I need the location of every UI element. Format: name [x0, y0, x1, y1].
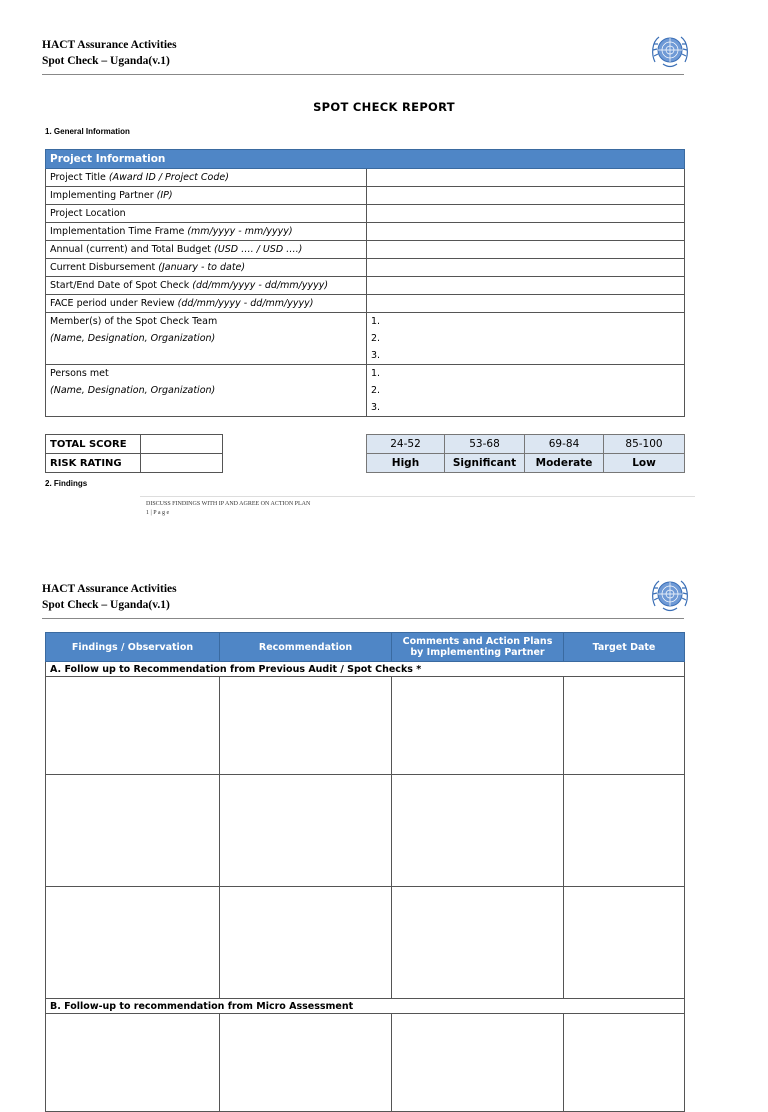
range-low: 85-100: [604, 435, 685, 454]
range-moderate: 69-84: [525, 435, 604, 454]
project-information-heading: Project Information: [46, 150, 685, 169]
page-number: 1 | P a g e: [146, 510, 170, 516]
target-date-cell[interactable]: [564, 887, 685, 999]
page-header: [42, 38, 684, 75]
table-row-persons: [46, 365, 685, 417]
table-row: [46, 259, 685, 277]
level-low: Low: [604, 454, 685, 473]
header-line-2: Spot Check – Uganda(v.1): [42, 599, 170, 611]
recommendation-cell[interactable]: [220, 677, 392, 775]
report-page-1: [0, 0, 768, 540]
table-row: [46, 277, 685, 295]
risk-rating-value[interactable]: [141, 454, 223, 473]
row-value-cell[interactable]: [367, 223, 685, 241]
level-significant: Significant: [445, 454, 525, 473]
row-label: Implementing Partner (IP): [46, 187, 367, 205]
recommendation-cell[interactable]: [220, 775, 392, 887]
row-label: Implementation Time Frame (mm/yyyy - mm/yyyy): [46, 223, 367, 241]
row-value-cell[interactable]: [367, 259, 685, 277]
level-moderate: Moderate: [525, 454, 604, 473]
header-line-1: HACT Assurance Activities: [42, 583, 177, 595]
row-value-cell[interactable]: [367, 277, 685, 295]
row-value-cell[interactable]: [367, 187, 685, 205]
table-row: [46, 169, 685, 187]
table-row: [46, 775, 685, 887]
section-findings: 2. Findings: [45, 479, 88, 488]
table-row: [46, 677, 685, 775]
row-value-cell[interactable]: [367, 169, 685, 187]
target-date-cell[interactable]: [564, 775, 685, 887]
table-row: [46, 295, 685, 313]
row-label: Current Disbursement (January - to date): [46, 259, 367, 277]
column-comments: Comments and Action Plans by Implementing Partner: [392, 633, 564, 662]
comments-cell[interactable]: [392, 677, 564, 775]
header-line-1: HACT Assurance Activities: [42, 39, 177, 51]
section-b-heading: B. Follow-up to recommendation from Micro Assessment: [46, 999, 685, 1014]
findings-cell[interactable]: [46, 1014, 220, 1112]
page-header: [42, 582, 684, 619]
table-row: [46, 241, 685, 259]
column-findings: Findings / Observation: [46, 633, 220, 662]
comments-cell[interactable]: [392, 887, 564, 999]
column-recommendation: Recommendation: [220, 633, 392, 662]
row-label: Project Location: [46, 205, 367, 223]
recommendation-cell[interactable]: [220, 1014, 392, 1112]
table-row: [46, 187, 685, 205]
range-significant: 53-68: [445, 435, 525, 454]
range-high: 24-52: [367, 435, 445, 454]
report-page-2: [0, 560, 768, 1024]
row-label: FACE period under Review (dd/mm/yyyy - dd/mm/yyyy): [46, 295, 367, 313]
section-a-heading: A. Follow up to Recommendation from Previous Audit / Spot Checks *: [46, 662, 685, 677]
footer-divider: [140, 496, 695, 497]
risk-rating-scale: [366, 434, 685, 473]
section-general-information: 1. General Information: [45, 127, 130, 136]
team-members-cell[interactable]: 1. 2. 3.: [367, 313, 685, 365]
score-table: [45, 434, 223, 473]
report-title: SPOT CHECK REPORT: [313, 100, 455, 114]
project-information-table: [45, 149, 685, 417]
row-value-cell[interactable]: [367, 241, 685, 259]
row-label: Annual (current) and Total Budget (USD …. / USD ….): [46, 241, 367, 259]
table-row: [46, 887, 685, 999]
persons-label: Persons met (Name, Designation, Organization): [46, 365, 367, 417]
column-target-date: Target Date: [564, 633, 685, 662]
table-row: [46, 205, 685, 223]
comments-cell[interactable]: [392, 775, 564, 887]
total-score-label: TOTAL SCORE: [46, 435, 141, 454]
row-value-cell[interactable]: [367, 295, 685, 313]
row-label: Start/End Date of Spot Check (dd/mm/yyyy - dd/mm/yyyy): [46, 277, 367, 295]
findings-cell[interactable]: [46, 887, 220, 999]
target-date-cell[interactable]: [564, 1014, 685, 1112]
team-label: Member(s) of the Spot Check Team (Name, Designation, Organization): [46, 313, 367, 365]
level-high: High: [367, 454, 445, 473]
table-row-team: [46, 313, 685, 365]
table-row: [46, 223, 685, 241]
risk-rating-label: RISK RATING: [46, 454, 141, 473]
findings-table: [45, 632, 685, 1112]
row-value-cell[interactable]: [367, 205, 685, 223]
findings-cell[interactable]: [46, 677, 220, 775]
footer-note: DISCUSS FINDINGS WITH IP AND AGREE ON ACTION PLAN: [146, 501, 311, 507]
comments-cell[interactable]: [392, 1014, 564, 1112]
table-row: [46, 1014, 685, 1112]
persons-met-cell[interactable]: 1. 2. 3.: [367, 365, 685, 417]
recommendation-cell[interactable]: [220, 887, 392, 999]
findings-cell[interactable]: [46, 775, 220, 887]
un-emblem-icon: [649, 32, 691, 70]
target-date-cell[interactable]: [564, 677, 685, 775]
header-line-2: Spot Check – Uganda(v.1): [42, 55, 170, 67]
total-score-value[interactable]: [141, 435, 223, 454]
row-label: Project Title (Award ID / Project Code): [46, 169, 367, 187]
un-emblem-icon: [649, 576, 691, 614]
